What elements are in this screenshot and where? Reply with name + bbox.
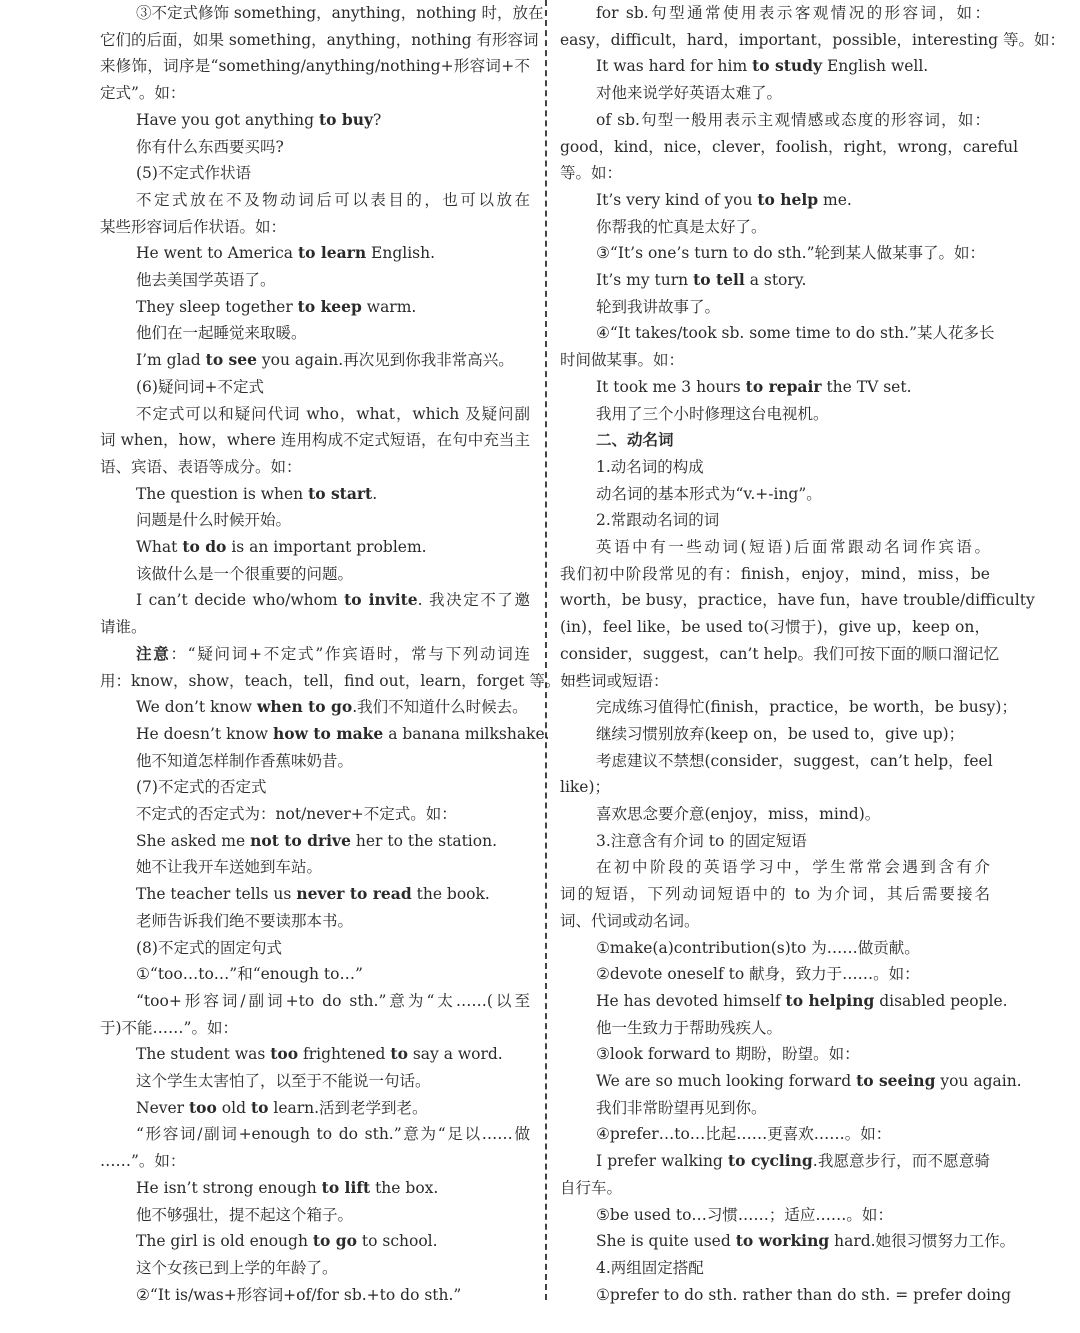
text-run: 词、代词或动名词。 (560, 911, 700, 930)
text-run: 等。如： (560, 164, 623, 183)
text-run: 英语中有一些动词(短语)后面常跟动名词作宾语。 (596, 538, 990, 556)
bold-keyword: how to make (272, 723, 384, 743)
text-run: you again. (935, 1072, 1022, 1090)
left-text-line (100, 1095, 530, 1121)
right-text-line (560, 160, 990, 186)
text-run: English well. (822, 57, 929, 76)
text-run: like)； (560, 778, 611, 797)
bold-keyword: to study (752, 56, 823, 76)
text-run: .我们不知道什么时候去。 (352, 698, 528, 717)
text-run: ①“too…to…”和“enough to…” (136, 965, 363, 984)
column-divider (545, 0, 547, 1300)
text-run: a story. (744, 271, 807, 289)
bold-keyword: to learn (297, 243, 367, 263)
right-text-line (560, 748, 993, 774)
bold-keyword: when to go (257, 697, 353, 717)
text-run: Never (136, 1098, 190, 1117)
bold-keyword: to seeing (856, 1071, 936, 1090)
bold-keyword: too (270, 1044, 299, 1064)
left-text-line (100, 774, 530, 800)
text-run: me. (818, 190, 852, 209)
right-text-line (560, 401, 990, 427)
text-run: frightened (298, 1045, 391, 1064)
text-run: What (136, 538, 183, 556)
left-text-line (100, 160, 530, 186)
text-run: The girl is old enough (136, 1232, 313, 1251)
left-text-line (100, 1015, 530, 1041)
right-text-line (560, 801, 990, 827)
text-run: 她不让我开车送她到车站。 (136, 858, 323, 877)
right-text-line (560, 1148, 990, 1174)
left-text-line (100, 320, 530, 346)
text-run: ……”。如： (100, 1152, 186, 1171)
right-text-line (560, 187, 990, 213)
text-run: 不定式可以和疑问代词 who，what，which 及疑问副 (136, 404, 530, 423)
text-run: 语、宾语、表语等成分。如： (100, 457, 302, 476)
left-text-line (100, 401, 530, 427)
left-text-line (100, 1175, 530, 1201)
text-run: hard.她很习惯努力工作。 (829, 1232, 1016, 1251)
text-run: ：“疑问词+不定式”作宾语时，常与下列动词连 (170, 644, 530, 663)
bold-keyword: to (390, 1044, 408, 1064)
text-run: you again.再次见到你我非常高兴。 (257, 351, 514, 370)
text-run: . 我决定不了邀 (417, 591, 530, 610)
right-text-line (560, 27, 1065, 53)
text-run: 他不够强壮，提不起这个箱子。 (136, 1205, 354, 1224)
text-run: 完成练习值得忙(finish，practice，be worth，be busy)； (596, 698, 1017, 717)
text-run: 这个学生太害怕了，以至于不能说一句话。 (136, 1072, 431, 1090)
left-text-line (100, 854, 530, 880)
right-text-line (560, 1228, 1016, 1254)
bold-keyword: to tell (693, 270, 745, 289)
right-text-line (560, 614, 990, 640)
left-text-line (100, 1282, 530, 1308)
right-text-line (560, 1095, 990, 1121)
text-run: learn.活到老学到老。 (268, 1098, 428, 1117)
text-run: ? (373, 110, 382, 129)
text-run: 他们在一起睡觉来取暖。 (136, 324, 307, 343)
right-text-line (560, 1121, 990, 1147)
text-run: 2.常跟动名词的词 (596, 511, 720, 530)
right-text-line (560, 587, 1035, 613)
text-run: 轮到我讲故事了。 (596, 297, 721, 316)
left-text-line (100, 1228, 530, 1254)
left-text-line (100, 1148, 530, 1174)
left-text-line (100, 935, 530, 961)
text-run: I prefer walking (596, 1152, 728, 1171)
text-run: ②devote oneself to 献身，致力于……。如： (596, 965, 920, 984)
bold-keyword: to repair (745, 376, 822, 396)
right-text-line (560, 134, 1019, 160)
left-text-line (100, 1255, 530, 1281)
right-text-line (560, 481, 990, 507)
right-text-line (560, 214, 990, 240)
text-run: 我们初中阶段常见的有：finish，enjoy，mind，miss，be (560, 564, 990, 583)
left-text-line (100, 1041, 530, 1067)
bold-keyword: to keep (297, 296, 362, 316)
right-text-line (560, 80, 990, 106)
text-run: worth，be busy，practice，have fun，have trouble/difficulty (560, 591, 1035, 610)
right-text-line (560, 240, 990, 266)
text-run: disabled people. (874, 991, 1008, 1010)
text-run: warm. (361, 297, 417, 316)
text-run: 我们非常盼望再见到你。 (596, 1098, 767, 1117)
text-run: consider，suggest，can’t help。我们可按下面的顺口溜记忆 (560, 644, 1000, 663)
left-text-line (100, 534, 530, 560)
right-text-line (560, 1202, 990, 1228)
text-run: 我用了三个小时修理这台电视机。 (596, 404, 829, 423)
right-text-line (560, 1282, 1012, 1308)
left-text-line (100, 641, 530, 667)
text-run: ③“It’s one’s turn to do sth.”轮到某人做某事了。如： (596, 244, 985, 263)
text-run: to school. (356, 1232, 438, 1251)
right-text-line (560, 1068, 1022, 1094)
text-run: the book. (411, 885, 490, 904)
left-text-line (100, 1202, 530, 1228)
text-run: 在初中阶段的英语学习中，学生常常会遇到含有介 (596, 858, 990, 877)
bold-keyword: to helping (785, 990, 875, 1010)
text-run: The student was (136, 1045, 271, 1064)
right-text-line (560, 1041, 990, 1067)
bold-keyword: to cycling (727, 1151, 813, 1171)
text-run: 词的短语，下列动词短语中的 to 为介词，其后需要接名 (560, 885, 990, 904)
text-run: easy，difficult，hard，important，possible，interesting 等。如： (560, 30, 1065, 49)
text-run: . (372, 484, 378, 503)
text-run: 对他来说学好英语太难了。 (596, 84, 783, 103)
text-run: 它们的后面，如果 something，anything，nothing 有形容词 (100, 30, 539, 49)
bold-keyword: to (250, 1097, 269, 1117)
text-run: (in)，feel like，be used to(习惯于)，give up，keep on， (560, 618, 990, 637)
text-run: English. (366, 244, 436, 263)
text-run: 你有什么东西要买吗? (136, 137, 284, 156)
text-run: .我愿意步行，而不愿意骑 (812, 1152, 990, 1171)
left-text-line (100, 294, 530, 320)
right-column (560, 0, 1065, 1333)
left-text-line (100, 267, 530, 293)
left-text-line (100, 134, 530, 160)
text-run: ③不定式修饰 something，anything，nothing 时，放在 (136, 4, 544, 22)
right-text-line (560, 53, 990, 79)
text-run: The teacher tells us (136, 885, 297, 904)
right-text-line (560, 641, 1000, 667)
text-run: is an important problem. (226, 538, 427, 556)
text-run: 老师告诉我们绝不要读那本书。 (136, 911, 354, 930)
right-text-line (560, 0, 990, 26)
text-run: ②“It is/was+形容词+of/for sb.+to do sth.” (136, 1285, 462, 1304)
text-run: 时间做某事。如： (560, 351, 685, 370)
left-text-line (100, 107, 530, 133)
bold-keyword: to help (757, 189, 819, 209)
text-run: good，kind，nice，clever，foolish，right，wrong，careful (560, 137, 1019, 156)
bold-keyword: to start (308, 483, 373, 503)
left-text-line (100, 347, 530, 373)
text-run: 定式”。如： (100, 84, 186, 103)
text-run: a banana milkshake. (383, 724, 550, 743)
bold-keyword: 二、动名词 (596, 430, 674, 450)
right-text-line (560, 267, 990, 293)
left-text-line (100, 187, 530, 213)
text-run: the box. (370, 1178, 439, 1197)
left-text-line (100, 587, 530, 613)
text-run: They sleep together (136, 297, 298, 316)
bold-keyword: to working (735, 1231, 830, 1251)
text-run: ④prefer…to…比起……更喜欢……。如： (596, 1125, 892, 1144)
text-run: 1.动名词的构成 (596, 457, 704, 476)
left-text-line (100, 214, 530, 240)
left-text-line (100, 668, 592, 694)
text-run: 他去美国学英语了。 (136, 271, 276, 289)
text-run: for sb.句型通常使用表示客观情况的形容词，如： (596, 4, 990, 22)
bold-keyword: to buy (319, 109, 374, 129)
bold-keyword: 注意 (136, 643, 171, 663)
bold-keyword: too (189, 1097, 217, 1117)
text-run: ⑤be used to…习惯……；适应……。如： (596, 1205, 893, 1224)
text-run: I can’t decide who/whom (136, 591, 345, 610)
text-run: ①make(a)contribution(s)to 为……做贡献。 (596, 938, 920, 957)
left-text-line (100, 507, 530, 533)
right-text-line (560, 828, 990, 854)
text-run: ③look forward to 期盼，盼望。如： (596, 1045, 860, 1064)
bold-keyword: to invite (344, 590, 418, 610)
right-text-line (560, 854, 990, 880)
left-text-line (100, 748, 530, 774)
left-text-line (100, 454, 530, 480)
right-text-line (560, 561, 990, 587)
text-run: 继续习惯别放弃(keep on，be used to，give up)； (596, 724, 965, 743)
left-text-line (100, 961, 530, 987)
left-text-line (100, 427, 530, 453)
text-run: 喜欢思念要介意(enjoy，miss，mind)。 (596, 805, 881, 823)
text-run: 4.两组固定搭配 (596, 1258, 704, 1277)
text-run: 于)不能……”。如： (100, 1018, 238, 1037)
right-text-line (560, 694, 1017, 720)
left-text-line (100, 828, 530, 854)
left-text-line (100, 1068, 530, 1094)
text-run: say a word. (407, 1045, 503, 1064)
text-run: 考虑建议不禁想(consider，suggest，can’t help，feel (596, 751, 993, 770)
text-run: It was hard for him (596, 57, 753, 76)
text-run: 你帮我的忙真是太好了。 (596, 217, 767, 236)
left-text-line (100, 694, 530, 720)
text-run: He isn’t strong enough (136, 1178, 322, 1197)
left-text-line (100, 721, 550, 747)
text-run: (8)不定式的固定句式 (136, 938, 282, 957)
text-run: ④“It takes/took sb. some time to do sth.”某人花多长 (596, 324, 995, 343)
left-text-line (100, 908, 530, 934)
text-run: old (216, 1098, 251, 1117)
right-text-line (560, 721, 990, 747)
text-run: He doesn’t know (136, 724, 273, 743)
text-run: 动名词的基本形式为“v.+-ing”。 (596, 484, 822, 503)
text-run: (6)疑问词+不定式 (136, 377, 264, 396)
right-text-line (560, 427, 990, 453)
text-run: Have you got anything (136, 110, 320, 129)
left-text-line (100, 27, 539, 53)
left-text-line (100, 240, 530, 266)
right-text-line (560, 507, 990, 533)
text-run: the TV set. (821, 377, 912, 396)
left-text-line (100, 0, 544, 26)
text-run: She asked me (136, 831, 251, 850)
left-text-line (100, 881, 530, 907)
bold-keyword: never to read (296, 884, 412, 904)
left-text-line (100, 53, 530, 79)
text-run: (5)不定式作状语 (136, 164, 251, 183)
right-text-line (560, 961, 990, 987)
right-text-line (560, 107, 990, 133)
text-run: 一些词或短语： (560, 671, 669, 690)
right-text-line (560, 774, 990, 800)
bold-keyword: to do (182, 537, 227, 556)
text-run: ①prefer to do sth. rather than do sth. = prefer doing (596, 1285, 1012, 1304)
right-text-line (560, 320, 995, 346)
text-run: He went to America (136, 244, 298, 263)
text-run: The question is when (136, 484, 309, 503)
text-run: “形容词/副词+enough to do sth.”意为“足以……做 (136, 1125, 530, 1144)
left-text-line (100, 988, 530, 1014)
right-text-line (560, 935, 990, 961)
bold-keyword: to go (312, 1231, 357, 1251)
right-text-line (560, 374, 990, 400)
text-run: It’s very kind of you (596, 190, 758, 209)
text-run: I’m glad (136, 351, 206, 370)
text-run: 该做什么是一个很重要的问题。 (136, 564, 354, 583)
text-run: of sb.句型一般用表示主观情感或态度的形容词，如： (596, 110, 990, 129)
right-text-line (560, 534, 990, 560)
right-text-line (560, 988, 1008, 1014)
left-text-line (100, 801, 530, 827)
text-run: 他一生致力于帮助残疾人。 (596, 1018, 783, 1037)
right-text-line (560, 347, 990, 373)
right-text-line (560, 908, 990, 934)
left-text-line (100, 481, 530, 507)
text-run: her to the station. (350, 831, 498, 850)
right-text-line (560, 454, 990, 480)
text-run: 不定式放在不及物动词后可以表目的，也可以放在 (136, 190, 530, 209)
text-run: We don’t know (136, 698, 257, 717)
text-run: 请谁。 (100, 618, 147, 637)
left-text-line (100, 1121, 530, 1147)
left-text-line (100, 614, 530, 640)
bold-keyword: not to drive (250, 830, 351, 850)
text-run: It took me 3 hours (596, 377, 746, 396)
text-run: 他不知道怎样制作香蕉味奶昔。 (136, 751, 354, 770)
text-run: 某些形容词后作状语。如： (100, 217, 287, 236)
right-text-line (560, 668, 990, 694)
text-run: 不定式的否定式为：not/never+不定式。如： (136, 805, 457, 823)
left-text-line (100, 80, 530, 106)
left-text-line (100, 561, 530, 587)
text-run: (7)不定式的否定式 (136, 778, 267, 797)
right-text-line (560, 1015, 990, 1041)
left-text-line (100, 374, 530, 400)
text-run: She is quite used (596, 1232, 736, 1251)
text-run: 自行车。 (560, 1178, 623, 1197)
text-run: 词 when，how，where 连用构成不定式短语，在句中充当主 (100, 431, 530, 450)
right-text-line (560, 881, 990, 907)
text-run: 问题是什么时候开始。 (136, 511, 292, 530)
bold-keyword: to see (205, 350, 257, 370)
right-text-line (560, 1255, 990, 1281)
text-run: He has devoted himself (596, 991, 786, 1010)
right-text-line (560, 294, 990, 320)
text-run: 用：know，show，teach，tell，find out，learn，forget 等。如： (100, 671, 592, 690)
text-run: It’s my turn (596, 271, 694, 289)
right-text-line (560, 1175, 990, 1201)
text-run: 这个女孩已到上学的年龄了。 (136, 1258, 338, 1277)
text-run: 来修饰，词序是“something/anything/nothing+形容词+不 (100, 57, 530, 76)
text-run: “too+形容词/副词+to do sth.”意为“太……(以至 (136, 991, 530, 1010)
bold-keyword: to lift (321, 1177, 371, 1197)
text-run: 3.注意含有介词 to 的固定短语 (596, 831, 807, 850)
text-run: We are so much looking forward (596, 1072, 857, 1090)
